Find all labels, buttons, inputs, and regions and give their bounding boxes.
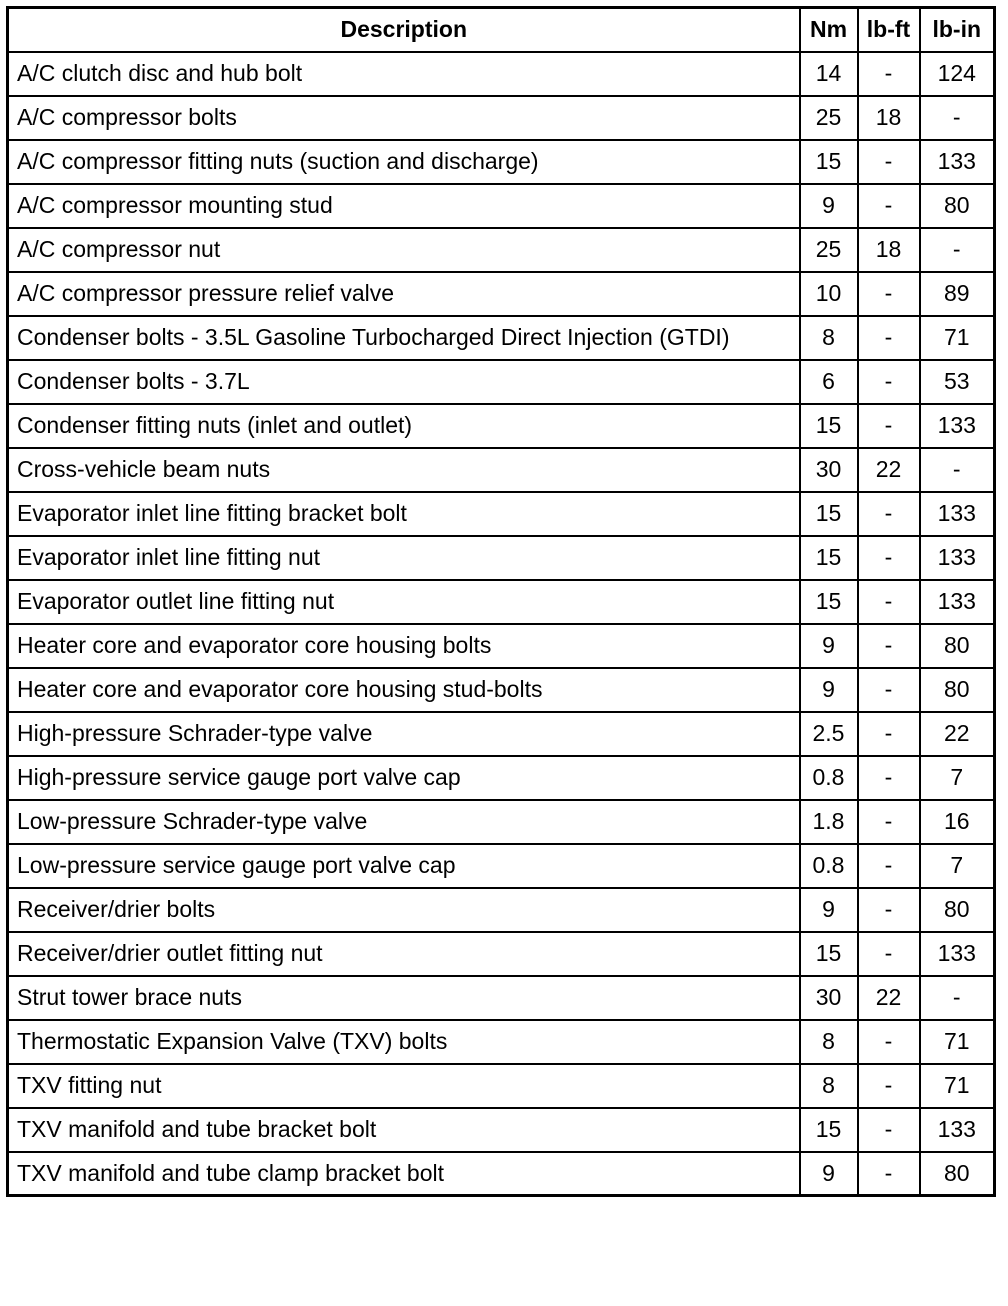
table-row <box>8 360 995 404</box>
cell-nm: 30 <box>800 448 858 492</box>
cell-lbft: - <box>858 360 920 404</box>
cell-lbin: 133 <box>920 580 995 624</box>
table-body <box>8 52 995 1196</box>
table-row <box>8 404 995 448</box>
cell-lbft: - <box>858 712 920 756</box>
table-row <box>8 844 995 888</box>
table-row <box>8 492 995 536</box>
cell-lbin: 80 <box>920 184 995 228</box>
cell-lbft: - <box>858 668 920 712</box>
table-row <box>8 96 995 140</box>
cell-nm: 9 <box>800 888 858 932</box>
cell-lbft: - <box>858 404 920 448</box>
cell-nm: 15 <box>800 140 858 184</box>
cell-description: TXV fitting nut <box>8 1064 800 1108</box>
cell-description: Evaporator inlet line fitting nut <box>8 536 800 580</box>
cell-nm: 25 <box>800 96 858 140</box>
cell-lbin: 7 <box>920 756 995 800</box>
cell-nm: 0.8 <box>800 756 858 800</box>
cell-nm: 1.8 <box>800 800 858 844</box>
table-row <box>8 712 995 756</box>
cell-description: Low-pressure Schrader-type valve <box>8 800 800 844</box>
cell-lbin: - <box>920 976 995 1020</box>
cell-lbin: 133 <box>920 536 995 580</box>
cell-lbft: 22 <box>858 976 920 1020</box>
table-row <box>8 1108 995 1152</box>
cell-lbin: 133 <box>920 492 995 536</box>
cell-lbft: - <box>858 140 920 184</box>
cell-nm: 15 <box>800 1108 858 1152</box>
table-row <box>8 668 995 712</box>
cell-lbft: 22 <box>858 448 920 492</box>
cell-lbft: - <box>858 932 920 976</box>
cell-lbin: 133 <box>920 932 995 976</box>
cell-lbin: 71 <box>920 1064 995 1108</box>
table-row <box>8 976 995 1020</box>
cell-description: Evaporator outlet line fitting nut <box>8 580 800 624</box>
cell-description: Receiver/drier outlet fitting nut <box>8 932 800 976</box>
cell-lbin: 80 <box>920 668 995 712</box>
cell-lbft: - <box>858 536 920 580</box>
cell-description: Heater core and evaporator core housing bolts <box>8 624 800 668</box>
cell-nm: 15 <box>800 492 858 536</box>
cell-description: Strut tower brace nuts <box>8 976 800 1020</box>
cell-lbin: 71 <box>920 316 995 360</box>
cell-lbft: - <box>858 272 920 316</box>
table-row <box>8 184 995 228</box>
header-description: Description <box>8 8 800 52</box>
cell-nm: 15 <box>800 932 858 976</box>
cell-lbin: 7 <box>920 844 995 888</box>
cell-description: A/C clutch disc and hub bolt <box>8 52 800 96</box>
cell-lbin: 80 <box>920 1152 995 1196</box>
cell-lbft: - <box>858 184 920 228</box>
cell-description: Low-pressure service gauge port valve cap <box>8 844 800 888</box>
cell-description: Cross-vehicle beam nuts <box>8 448 800 492</box>
table-row <box>8 272 995 316</box>
cell-description: A/C compressor fitting nuts (suction and discharge) <box>8 140 800 184</box>
cell-lbin: - <box>920 96 995 140</box>
cell-lbin: 22 <box>920 712 995 756</box>
table-row <box>8 1152 995 1196</box>
cell-lbin: 89 <box>920 272 995 316</box>
table-row <box>8 316 995 360</box>
cell-description: A/C compressor mounting stud <box>8 184 800 228</box>
cell-nm: 6 <box>800 360 858 404</box>
table-row <box>8 800 995 844</box>
cell-nm: 15 <box>800 404 858 448</box>
cell-description: Condenser bolts - 3.5L Gasoline Turbocharged Direct Injection (GTDI) <box>8 316 800 360</box>
cell-description: TXV manifold and tube clamp bracket bolt <box>8 1152 800 1196</box>
cell-lbin: 133 <box>920 404 995 448</box>
cell-nm: 30 <box>800 976 858 1020</box>
cell-lbft: - <box>858 492 920 536</box>
table-header-row <box>8 8 995 52</box>
cell-description: TXV manifold and tube bracket bolt <box>8 1108 800 1152</box>
cell-description: Evaporator inlet line fitting bracket bolt <box>8 492 800 536</box>
cell-description: A/C compressor pressure relief valve <box>8 272 800 316</box>
cell-description: High-pressure service gauge port valve cap <box>8 756 800 800</box>
table-row <box>8 932 995 976</box>
header-lbft: lb-ft <box>858 8 920 52</box>
table-row <box>8 888 995 932</box>
header-nm: Nm <box>800 8 858 52</box>
cell-description: Thermostatic Expansion Valve (TXV) bolts <box>8 1020 800 1064</box>
table-row <box>8 52 995 96</box>
cell-lbin: 133 <box>920 1108 995 1152</box>
cell-nm: 9 <box>800 668 858 712</box>
cell-lbin: 16 <box>920 800 995 844</box>
cell-nm: 15 <box>800 536 858 580</box>
cell-lbft: - <box>858 1064 920 1108</box>
header-lbin: lb-in <box>920 8 995 52</box>
cell-description: High-pressure Schrader-type valve <box>8 712 800 756</box>
table-row <box>8 580 995 624</box>
cell-lbft: - <box>858 624 920 668</box>
cell-lbft: 18 <box>858 228 920 272</box>
cell-nm: 14 <box>800 52 858 96</box>
cell-lbft: - <box>858 1108 920 1152</box>
cell-nm: 10 <box>800 272 858 316</box>
cell-description: Condenser fitting nuts (inlet and outlet) <box>8 404 800 448</box>
cell-description: Condenser bolts - 3.7L <box>8 360 800 404</box>
table-row <box>8 756 995 800</box>
cell-lbft: - <box>858 316 920 360</box>
cell-nm: 25 <box>800 228 858 272</box>
table-row <box>8 228 995 272</box>
cell-description: A/C compressor bolts <box>8 96 800 140</box>
cell-nm: 9 <box>800 624 858 668</box>
cell-nm: 15 <box>800 580 858 624</box>
cell-lbin: 80 <box>920 888 995 932</box>
cell-lbin: 124 <box>920 52 995 96</box>
cell-nm: 0.8 <box>800 844 858 888</box>
cell-lbft: 18 <box>858 96 920 140</box>
table-row <box>8 536 995 580</box>
cell-nm: 8 <box>800 1020 858 1064</box>
cell-lbft: - <box>858 580 920 624</box>
table-row <box>8 1064 995 1108</box>
cell-lbft: - <box>858 844 920 888</box>
cell-description: Heater core and evaporator core housing stud-bolts <box>8 668 800 712</box>
table-row <box>8 1020 995 1064</box>
cell-lbin: 80 <box>920 624 995 668</box>
cell-lbft: - <box>858 1020 920 1064</box>
table-row <box>8 624 995 668</box>
cell-lbin: 53 <box>920 360 995 404</box>
cell-lbft: - <box>858 52 920 96</box>
cell-nm: 9 <box>800 1152 858 1196</box>
table-row <box>8 448 995 492</box>
cell-nm: 8 <box>800 1064 858 1108</box>
cell-lbft: - <box>858 888 920 932</box>
cell-lbin: 71 <box>920 1020 995 1064</box>
cell-lbin: - <box>920 228 995 272</box>
cell-nm: 9 <box>800 184 858 228</box>
cell-nm: 2.5 <box>800 712 858 756</box>
torque-specification-table <box>6 6 996 1197</box>
cell-description: Receiver/drier bolts <box>8 888 800 932</box>
cell-lbft: - <box>858 800 920 844</box>
cell-description: A/C compressor nut <box>8 228 800 272</box>
table-row <box>8 140 995 184</box>
cell-nm: 8 <box>800 316 858 360</box>
cell-lbft: - <box>858 756 920 800</box>
cell-lbin: 133 <box>920 140 995 184</box>
cell-lbin: - <box>920 448 995 492</box>
cell-lbft: - <box>858 1152 920 1196</box>
